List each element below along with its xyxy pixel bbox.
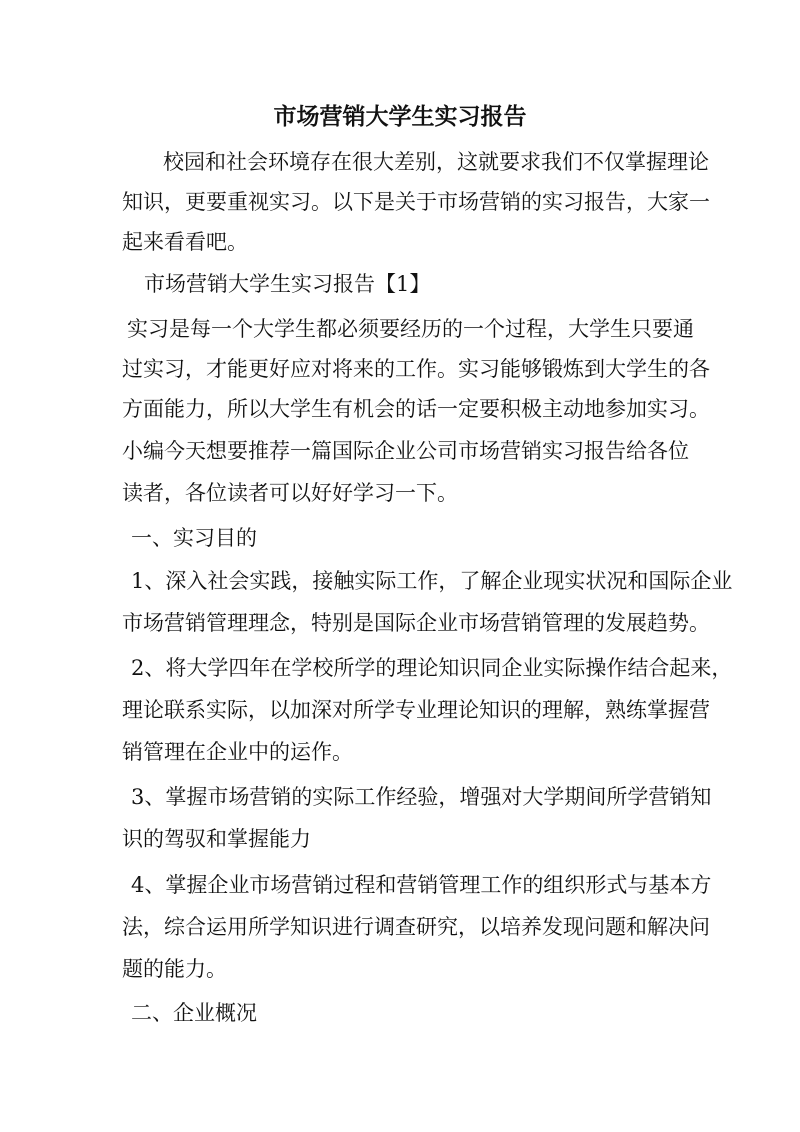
subheading-company: 二、企业概况 xyxy=(131,1001,257,1025)
document-title: 市场营销大学生实习报告 xyxy=(273,103,527,130)
list-item-line: 1、深入社会实践，接触实际工作，了解企业现实状况和国际企业 xyxy=(131,569,733,593)
paragraph-line: 读者，各位读者可以好好学习一下。 xyxy=(122,481,458,505)
paragraph-line: 方面能力，所以大学生有机会的话一定要积极主动地参加实习。 xyxy=(122,397,710,421)
list-item-line: 4、掌握企业市场营销过程和营销管理工作的组织形式与基本方 xyxy=(131,873,712,897)
list-item-line: 题的能力。 xyxy=(122,957,227,981)
intro-line: 知识，更要重视实习。以下是关于市场营销的实习报告，大家一 xyxy=(122,190,710,214)
paragraph-line: 小编今天想要推荐一篇国际企业公司市场营销实习报告给各位 xyxy=(122,439,689,463)
intro-line: 校园和社会环境存在很大差别，这就要求我们不仅掌握理论 xyxy=(163,150,709,174)
list-item-line: 2、将大学四年在学校所学的理论知识同企业实际操作结合起来， xyxy=(131,656,733,680)
subheading-objectives: 一、实习目的 xyxy=(131,526,257,550)
paragraph-line: 实习是每一个大学生都必须要经历的一个过程，大学生只要通 xyxy=(127,317,694,341)
list-item-line: 销管理在企业中的运作。 xyxy=(122,740,353,764)
list-item-line: 理论联系实际，以加深对所学专业理论知识的理解，熟练掌握营 xyxy=(122,698,710,722)
list-item-line: 识的驾驭和掌握能力 xyxy=(122,827,311,851)
intro-line: 起来看看吧。 xyxy=(122,230,248,254)
list-item-line: 3、掌握市场营销的实际工作经验，增强对大学期间所学营销知 xyxy=(131,785,712,809)
section-heading: 市场营销大学生实习报告【1】 xyxy=(144,272,431,296)
list-item-line: 市场营销管理理念，特别是国际企业市场营销管理的发展趋势。 xyxy=(122,611,710,635)
list-item-line: 法，综合运用所学知识进行调查研究，以培养发现问题和解决问 xyxy=(122,915,710,939)
paragraph-line: 过实习，才能更好应对将来的工作。实习能够锻炼到大学生的各 xyxy=(122,357,710,381)
